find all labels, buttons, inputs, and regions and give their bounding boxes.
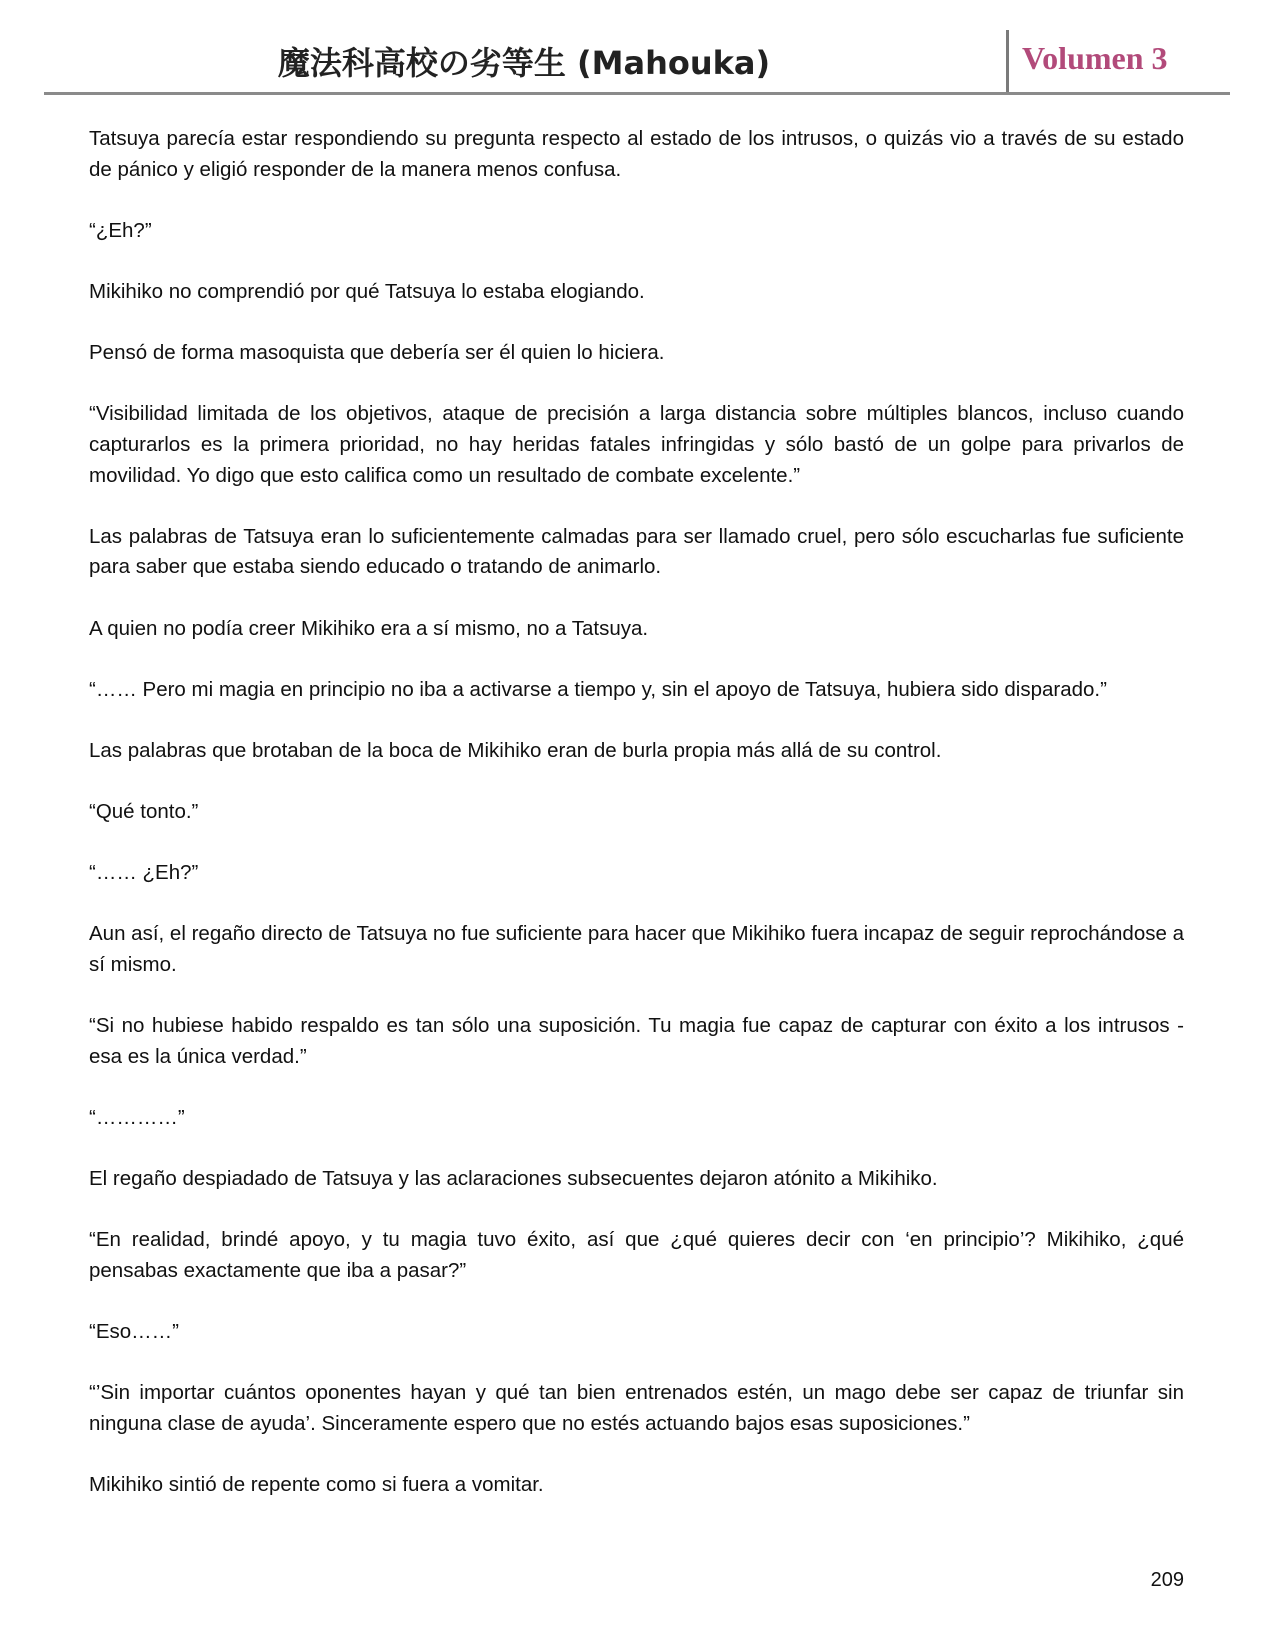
paragraph: “…… ¿Eh?” [89, 861, 199, 885]
paragraph: El regaño despiadado de Tatsuya y las aclaraciones subsecuentes dejaron atónito a Mikihiko. [89, 1167, 938, 1191]
paragraph: A quien no podía creer Mikihiko era a sí mismo, no a Tatsuya. [89, 616, 649, 640]
paragraph: “En realidad, brindé apoyo, y tu magia tuvo éxito, así que ¿qué quieres decir con ‘en principio’? Mikihiko, ¿qué pensabas exactamente que iba a pasar?” [89, 1228, 1184, 1282]
paragraph: “Visibilidad limitada de los objetivos, ataque de precisión a larga distancia sobre múltiples blancos, incluso cuando capturarlos es la primera prioridad, no hay heridas fatales infringidas y sólo bastó de un golpe para privarlos de movilidad. Yo digo que esto califica como un resultado de combate excelente.” [89, 402, 1184, 487]
page-number: 209 [1150, 1569, 1184, 1591]
paragraph: “Si no hubiese habido respaldo es tan sólo una suposición. Tu magia fue capaz de capturar con éxito a los intrusos - esa es la única verdad.” [89, 1014, 1184, 1068]
paragraph: “Qué tonto.” [89, 800, 199, 824]
paragraph: Pensó de forma masoquista que debería ser él quien lo hiciera. [89, 341, 665, 365]
paragraph: “…… Pero mi magia en principio no iba a activarse a tiempo y, sin el apoyo de Tatsuya, hubiera sido disparado.” [89, 677, 1107, 701]
header-rule [44, 92, 1230, 95]
header-divider [1006, 30, 1009, 92]
paragraph: “¿Eh?” [89, 218, 152, 242]
book-title: 魔法科高校の劣等生 (Mahouka) [277, 44, 771, 82]
paragraph: Mikihiko sintió de repente como si fuera a vomitar. [89, 1473, 544, 1497]
paragraph: “Eso……” [89, 1320, 179, 1344]
paragraph: Tatsuya parecía estar respondiendo su pregunta respecto al estado de los intrusos, o quizás vio a través de su estado de pánico y eligió responder de la manera menos confusa. [89, 127, 1184, 181]
paragraph: Las palabras de Tatsuya eran lo suficientemente calmadas para ser llamado cruel, pero sólo escucharlas fue suficiente para saber que estaba siendo educado o tratando de animarlo. [89, 524, 1184, 579]
paragraph: “…………” [89, 1106, 185, 1129]
volume-label: Volumen 3 [1022, 40, 1168, 76]
paragraph: Aun así, el regaño directo de Tatsuya no fue suficiente para hacer que Mikihiko fuera incapaz de seguir reprochándose a sí mismo. [89, 922, 1184, 977]
page-body [89, 124, 1184, 1531]
paragraph: Mikihiko no comprendió por qué Tatsuya lo estaba elogiando. [89, 279, 645, 303]
paragraph: “’Sin importar cuántos oponentes hayan y qué tan bien entrenados estén, un mago debe ser capaz de triunfar sin ninguna clase de ayuda’. Sinceramente espero que no estés actuando bajos esas suposiciones.” [89, 1381, 1184, 1435]
page-header [44, 30, 1230, 92]
paragraph: Las palabras que brotaban de la boca de Mikihiko eran de burla propia más allá de su control. [89, 738, 942, 762]
